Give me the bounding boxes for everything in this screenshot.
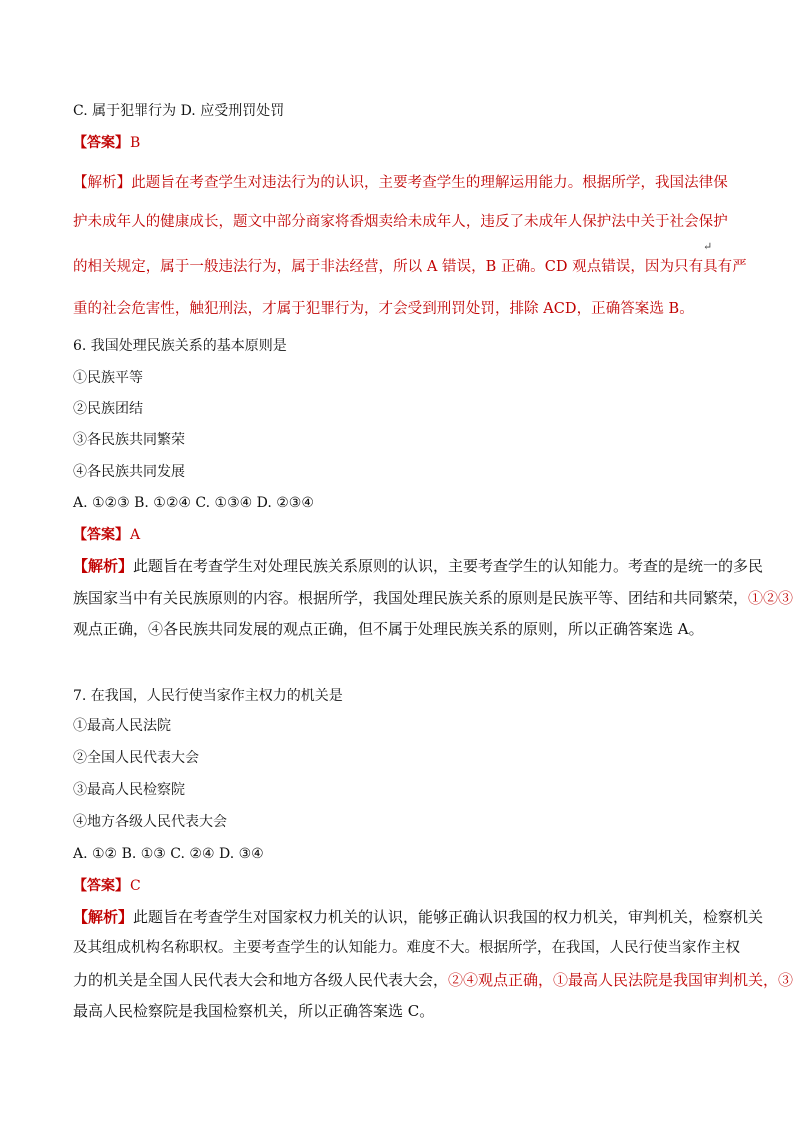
- answer-label: 【答案】: [73, 135, 129, 151]
- answer-label: 【答案】: [73, 878, 129, 894]
- paragraph-mark-icon: ↵: [703, 240, 713, 253]
- q7-analysis-line-4: 最高人民检察院是我国检察机关，所以正确答案选 C。: [73, 1002, 435, 1020]
- q7-options-line: A. ①② B. ①③ C. ②④ D. ③④: [73, 846, 264, 862]
- q5-options-line: C. 属于犯罪行为 D. 应受刑罚处罚: [73, 103, 285, 119]
- q6-analysis-line-1: [73, 556, 763, 576]
- q7-item-4: ④地方各级人民代表大会: [73, 814, 227, 830]
- q5-analysis-line-3: 的相关规定，属于一般违法行为，属于非法经营，所以 A 错误，B 正确。CD 观点错误，因为只有具有严: [73, 259, 747, 275]
- analysis-text: 此题旨在考查学生对国家权力机关的认识，能够正确认识我国的权力机关，审判机关，检察机关: [133, 908, 764, 926]
- q6-stem: 6. 我国处理民族关系的基本原则是: [73, 338, 287, 354]
- q7-stem: 7. 在我国，人民行使当家作主权力的机关是: [73, 688, 343, 704]
- q6-analysis-line-3: 观点正确，④各民族共同发展的观点正确，但不属于处理民族关系的原则，所以正确答案选 A。: [73, 620, 704, 638]
- analysis-text: 族国家当中有关民族原则的内容。根据所学，我国处理民族关系的原则是民族平等、团结和共同繁荣，: [73, 589, 749, 607]
- analysis-label: 【解析】: [73, 908, 134, 926]
- analysis-text: 此题旨在考查学生对处理民族关系原则的认识，主要考查学生的认知能力。考查的是统一的多民: [133, 557, 764, 575]
- q7-analysis-line-2: 及其组成机构名称职权。主要考查学生的认知能力。难度不大。根据所学，在我国，人民行使当家作主权: [73, 940, 740, 956]
- q6-item-3: ③各民族共同繁荣: [73, 432, 185, 448]
- q6-options-line: A. ①②③ B. ①②④ C. ①③④ D. ②③④: [73, 495, 314, 511]
- q7-item-1: ①最高人民法院: [73, 718, 171, 734]
- analysis-label: 【解析】: [73, 557, 134, 575]
- q6-analysis-line-2: [73, 588, 793, 608]
- q5-analysis-line-2: 护未成年人的健康成长，题文中部分商家将香烟卖给未成年人，违反了未成年人保护法中关于社会保护: [73, 214, 728, 230]
- q5-analysis-line-1: 【解析】此题旨在考查学生对违法行为的认识，主要考查学生的理解运用能力。根据所学，我国法律保: [73, 175, 728, 191]
- q6-item-4: ④各民族共同发展: [73, 464, 185, 480]
- analysis-red-text: ①②③: [748, 589, 794, 607]
- q7-analysis-line-3: [73, 970, 793, 990]
- q5-answer: [73, 133, 140, 153]
- answer-value: C: [130, 878, 141, 894]
- answer-label: 【答案】: [73, 527, 129, 543]
- analysis-text: 力的机关是全国人民代表大会和地方各级人民代表大会，: [73, 971, 449, 989]
- q7-analysis-line-1: [73, 907, 763, 927]
- q6-item-2: ②民族团结: [73, 401, 143, 417]
- q7-answer: [73, 876, 141, 896]
- answer-value: B: [130, 135, 141, 151]
- q6-answer: [73, 525, 140, 545]
- analysis-red-text: ②④观点正确，①最高人民法院是我国审判机关，③: [448, 971, 794, 989]
- q6-item-1: ①民族平等: [73, 370, 143, 386]
- q5-analysis-line-4: 重的社会危害性，触犯刑法，才属于犯罪行为，才会受到刑罚处罚，排除 ACD，正确答案选 B。: [73, 301, 694, 317]
- answer-value: A: [130, 527, 141, 543]
- q7-item-3: ③最高人民检察院: [73, 782, 185, 798]
- q7-item-2: ②全国人民代表大会: [73, 750, 199, 766]
